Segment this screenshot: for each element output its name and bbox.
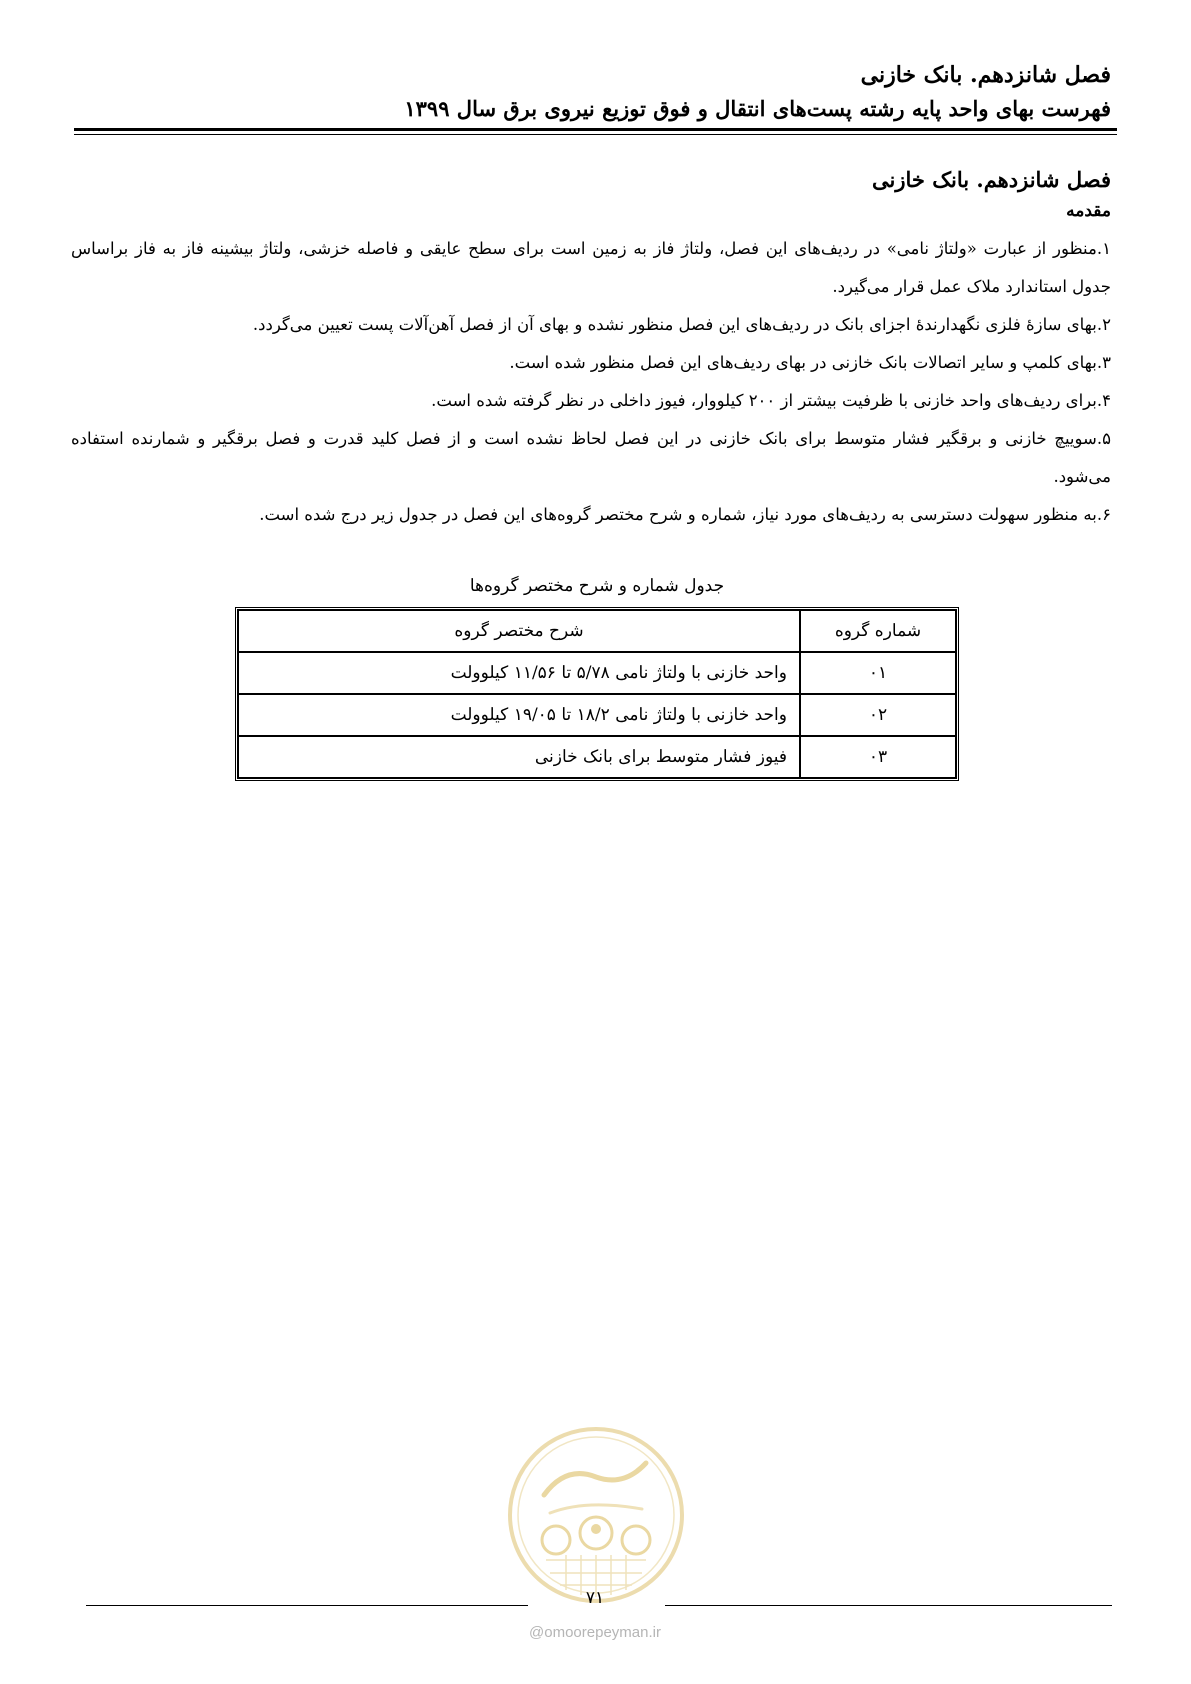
footer-website: @omoorepeyman.ir [529, 1624, 661, 1641]
table-row [238, 652, 956, 694]
groups-table [235, 607, 959, 781]
header-group-number: شماره گروه [800, 610, 956, 652]
paragraph-5: ۵.سوییچ خازنی و برقگیر فشار متوسط برای بانک خازنی در این فصل لحاظ نشده است و از فصل کلید قدرت و فصل برقگیر و شمارنده استفاده می‌شود. [71, 429, 1111, 486]
group-description: واحد خازنی با ولتاژ نامی ۱۸/۲ تا ۱۹/۰۵ کیلوولت [238, 694, 800, 736]
header-chapter-title: فصل شانزدهم. بانک خازنی [860, 62, 1111, 88]
page-header [71, 58, 1111, 126]
section-title: فصل شانزدهم. بانک خازنی [872, 167, 1111, 192]
table-row [238, 694, 956, 736]
table-header-row [238, 610, 956, 652]
group-description: واحد خازنی با ولتاژ نامی ۵/۷۸ تا ۱۱/۵۶ کیلوولت [238, 652, 800, 694]
header-list-title: فهرست بهای واحد پایه رشته پست‌های انتقال و فوق توزیع نیروی برق سال ۱۳۹۹ [404, 96, 1111, 121]
footer-rule-left [86, 1605, 528, 1606]
group-number: ۰۲ [800, 694, 956, 736]
group-description: فیوز فشار متوسط برای بانک خازنی [238, 736, 800, 778]
main-content [71, 164, 1111, 534]
watermark-logo-icon [506, 1425, 686, 1605]
group-number: ۰۳ [800, 736, 956, 778]
header-rule-thin [74, 134, 1117, 135]
paragraph-6: ۶.به منظور سهولت دسترسی به ردیف‌های مورد نیاز، شماره و شرح مختصر گروه‌های این فصل در جدول زیر درج شده است. [259, 505, 1111, 524]
table-row [238, 736, 956, 778]
header-group-description: شرح مختصر گروه [238, 610, 800, 652]
page-number: ۷۱ [585, 1588, 605, 1608]
header-rule-thick [74, 128, 1117, 131]
intro-heading: مقدمه [1066, 201, 1111, 221]
paragraph-2: ۲.بهای سازهٔ فلزی نگهدارندهٔ اجزای بانک در ردیف‌های این فصل منظور نشده و بهای آن از فصل آهن‌آلات پست تعیین می‌گردد. [252, 315, 1111, 334]
table-caption: جدول شماره و شرح مختصر گروه‌ها [469, 576, 725, 596]
group-number: ۰۱ [800, 652, 956, 694]
footer-rule-right [665, 1605, 1112, 1606]
paragraph-1: ۱.منظور از عبارت «ولتاژ نامی» در ردیف‌های این فصل، ولتاژ فاز به زمین است برای سطح عایقی و فاصله خزشی، ولتاژ بیشینه فاز به فاز براساس جدول استاندارد ملاک عمل قرار می‌گیرد. [71, 239, 1111, 296]
paragraph-4: ۴.برای ردیف‌های واحد خازنی با ظرفیت بیشتر از ۲۰۰ کیلووار، فیوز داخلی در نظر گرفته شده است. [431, 391, 1111, 410]
paragraph-3: ۳.بهای کلمپ و سایر اتصالات بانک خازنی در بهای ردیف‌های این فصل منظور شده است. [509, 353, 1111, 372]
